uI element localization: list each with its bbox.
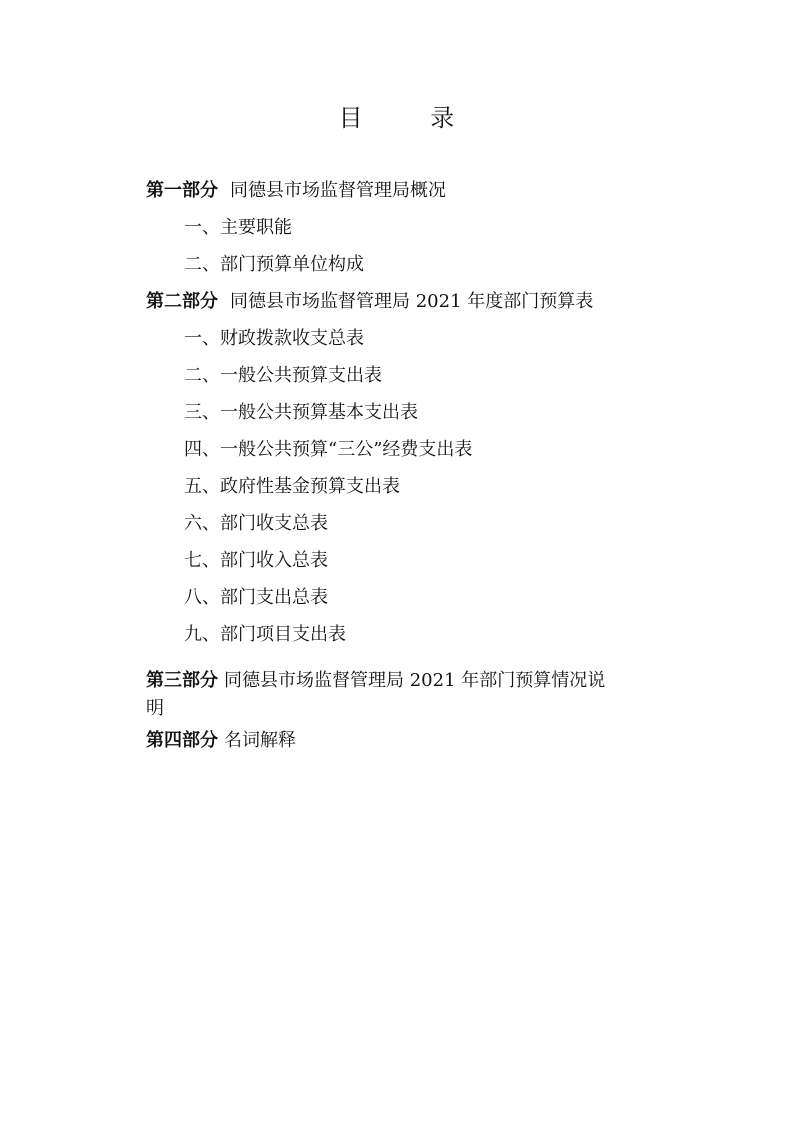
toc-part-2 bbox=[146, 288, 706, 316]
toc-part-1 bbox=[146, 177, 706, 205]
toc-item: 一、主要职能 bbox=[184, 217, 292, 238]
page-title: 目 录 bbox=[338, 104, 485, 132]
part-title: 同德县市场监督管理局 2021 年度部门预算表 bbox=[230, 291, 594, 312]
toc-item: 一、财政拨款收支总表 bbox=[184, 328, 364, 349]
toc-item: 六、部门收支总表 bbox=[184, 513, 328, 534]
table-of-contents bbox=[146, 177, 706, 755]
part-label: 第一部分 bbox=[146, 180, 218, 201]
toc-item: 五、政府性基金预算支出表 bbox=[184, 476, 400, 497]
toc-item: 七、部门收入总表 bbox=[184, 550, 328, 571]
toc-part-3 bbox=[146, 667, 706, 723]
part-title-continuation: 明 bbox=[146, 698, 164, 719]
part-label: 第四部分 bbox=[146, 730, 218, 751]
toc-item: 九、部门项目支出表 bbox=[184, 624, 346, 645]
toc-item: 二、部门预算单位构成 bbox=[184, 254, 364, 275]
toc-item: 八、部门支出总表 bbox=[184, 587, 328, 608]
part-title: 名词解释 bbox=[224, 730, 296, 751]
part-label: 第二部分 bbox=[146, 291, 218, 312]
part-title: 同德县市场监督管理局 2021 年部门预算情况说 bbox=[224, 670, 606, 691]
toc-item: 四、一般公共预算“三公”经费支出表 bbox=[184, 439, 473, 460]
toc-item: 三、一般公共预算基本支出表 bbox=[184, 402, 418, 423]
toc-part-4 bbox=[146, 727, 706, 755]
part-title: 同德县市场监督管理局概况 bbox=[230, 180, 446, 201]
toc-item: 二、一般公共预算支出表 bbox=[184, 365, 382, 386]
part-label: 第三部分 bbox=[146, 670, 218, 691]
